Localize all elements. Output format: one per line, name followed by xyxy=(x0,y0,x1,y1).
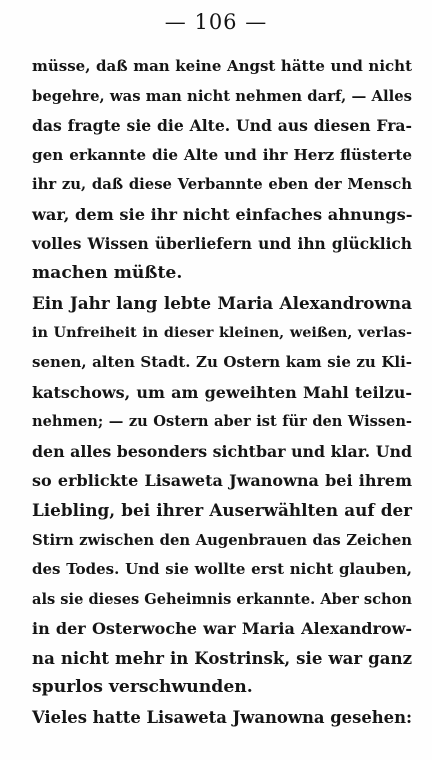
text-line: senen, alten Stadt. Zu Ostern kam sie zu Kli- xyxy=(32,352,412,371)
text-line: Ein Jahr lang lebte Maria Alexandrowna xyxy=(32,292,412,313)
text-line: katschows, um am geweihten Mahl teilzu- xyxy=(32,382,412,402)
text-line: spurlos verschwunden. xyxy=(32,677,253,698)
text-line: den alles besonders sichtbar und klar. Und xyxy=(32,441,412,461)
body-text xyxy=(32,52,412,733)
text-line: war, dem sie ihr nicht einfaches ahnungs- xyxy=(32,204,413,224)
text-line: nehmen; — zu Ostern aber ist für den Wissen- xyxy=(32,413,412,431)
text-line: in der Osterwoche war Maria Alexandrow- xyxy=(32,619,412,639)
text-line: gen erkannte die Alte und ihr Herz flüsterte xyxy=(32,145,412,164)
text-line: Liebling, bei ihrer Auserwählten auf der xyxy=(32,499,412,520)
text-line: begehre, was man nicht nehmen darf, — Alles xyxy=(32,87,412,105)
text-line: als sie dieses Geheimnis erkannte. Aber schon xyxy=(32,590,412,608)
text-line: Vieles hatte Lisaweta Jwanowna gesehen: xyxy=(32,708,413,728)
text-line: in Unfreiheit in dieser kleinen, weißen, verlas- xyxy=(32,324,412,342)
text-line: das fragte sie die Alte. Und aus diesen Fra- xyxy=(32,116,412,136)
text-line: des Todes. Und sie wollte erst nicht glauben, xyxy=(32,560,412,579)
text-line: na nicht mehr in Kostrinsk, sie war ganz xyxy=(32,647,412,668)
text-line: ihr zu, daß diese Verbannte eben der Mensch xyxy=(32,176,412,194)
text-line: Stirn zwischen den Augenbrauen das Zeichen xyxy=(32,531,412,549)
text-line: müsse, daß man keine Angst hätte und nicht xyxy=(32,57,412,75)
text-line: volles Wissen überliefern und ihn glücklich xyxy=(32,234,412,253)
text-line: so erblickte Lisaweta Jwanowna bei ihrem xyxy=(32,471,412,491)
page-number: — 106 — xyxy=(164,10,268,34)
text-line: machen müßte. xyxy=(32,263,183,284)
